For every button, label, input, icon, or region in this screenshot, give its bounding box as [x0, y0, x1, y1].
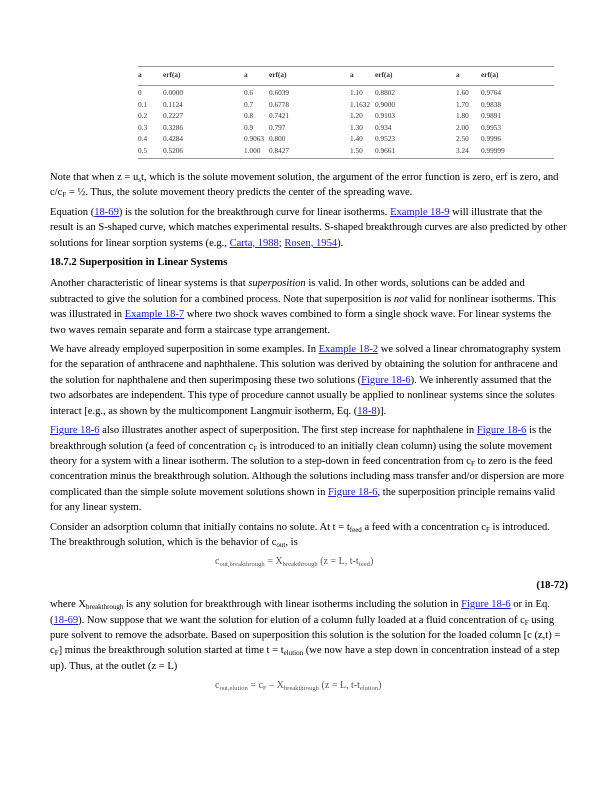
table-cell: 0.3286 [163, 122, 184, 132]
example-link[interactable]: Example 18-7 [124, 309, 185, 321]
table-cell: 1.20 [350, 111, 363, 121]
table-cell: 0.7421 [269, 111, 290, 121]
table-cell: 0.1124 [163, 99, 183, 109]
table-cell: 0.797 [269, 122, 286, 132]
table-cell: 1.50 [350, 144, 375, 159]
table-cell: 0.9 [244, 122, 254, 132]
table-cell: 0.9891 [481, 111, 502, 121]
table-cell: 0.3 [138, 122, 148, 132]
table-cell: 1.1632 [350, 99, 371, 109]
header-cell: a [138, 67, 163, 86]
table-cell: 0.800 [269, 134, 286, 144]
table-cell: 1.40 [350, 134, 363, 144]
table-row [138, 121, 554, 133]
section-heading: 18.7.2 Superposition in Linear Systems [50, 256, 228, 269]
table-cell: 0.9661 [375, 144, 456, 159]
table-cell: 3.24 [456, 144, 481, 159]
header-cell: erf(a) [375, 67, 456, 86]
equation-18-73: $c_{out,elution} = c_F - X_{breakthrough}$ (z = L, $t-t_{elution}$) [215, 680, 382, 693]
equation-number: (18-72) [536, 579, 568, 591]
example-link[interactable]: Example 18-2 [318, 344, 379, 356]
paragraph: Note that when $z = u_st$, which is the solute movement solution, the argument of the error function is zero, erf is zero, and $c/c_F$ = ½. Thus, the solute movement theory predicts the center of the spreading wave. [50, 172, 559, 200]
figure-link[interactable]: Figure 18-6 [361, 374, 411, 386]
paragraph: Another characteristic of linear systems is that superposition is valid. In other words, solutions can be added and subtracted to give the solution for a combined process. Note that superposition is not valid for nonlinear isotherms. This was illustrated in Example 18-7 where two shock waves combined to form a single shock wave. For linear systems the two waves remain separate and form a staircase type arrangement. [50, 278, 556, 336]
table-cell: 0.0000 [163, 88, 184, 97]
paragraph: where $X_{breakthrough}$ is any solution for breakthrough with linear isotherms including the solution in Figure 18-6 or in Eq. (18-69). Now suppose that we want the solution for elution of a column fully loaded at a fluid concentration of $c_F$ using pure solvent to remove the adsorbate. Based on superposition this solution is the solution for the loaded column [c $(z,t) = c_F$] minus the breakthrough solution started at time $t = t_{elution}$ (we now have a step down in concentration instead of a step up). Thus, at the outlet (z = L) [50, 599, 561, 672]
table-cell: 0.1 [138, 99, 148, 109]
paragraph: We have already employed superposition in some examples. In Example 18-2 we solved a linear chromatography system for the separation of anthracene and naphthalene. This solution was derived by obtaining the solution for anthracene and the solution for naphthalene and then superimposing these two solutions (Figure 18-6). We inherently assumed that the two adsorbates are independent. This type of procedure cannot usually be applied to nonlinear systems since the solutes interact [e.g., as shown by the multicomponent Langmuir isotherm, Eq. (18-8)]. [50, 344, 561, 417]
table-cell: 0.9764 [481, 88, 502, 97]
reference-link[interactable]: Carta, 1988 [229, 237, 279, 249]
figure-link[interactable]: Figure 18-6 [476, 425, 527, 437]
table-cell: 0.8427 [269, 144, 350, 159]
table-cell: 0.9523 [375, 134, 396, 144]
erf-table [138, 66, 554, 159]
table-cell: 0.9838 [481, 99, 502, 109]
paragraph: Figure 18-6 also illustrates another aspect of superposition. The first step increase for naphthalene in Figure 18-6 is the breakthrough solution (a feed of concentration $c_F$ is introduced to an initially clean column) using the solute movement theory for a system with a linear isotherm. The solution to a step-down in feed concentration from $c_F$ to zero is the feed concentration minus the breakthrough solution. Although the solutions including mass transfer and/or dispersion are more complicated than the simple solute movement solutions shown in Figure 18-6, the superposition principle remains valid for any linear system. [50, 425, 565, 514]
table-cell: 1.10 [350, 88, 363, 97]
figure-link[interactable]: Figure 18-6 [50, 425, 100, 437]
table-cell: 1.80 [456, 111, 469, 121]
header-cell: a [456, 67, 481, 86]
table-cell: 0.6039 [269, 88, 290, 97]
table-cell: 1.60 [456, 88, 469, 97]
equation-18-72: $c_{out,breakthrough} = X_{breakthrough}$ (z = L, $t-t_{feed}$) [215, 556, 374, 569]
table-cell: 0.6778 [269, 99, 290, 109]
table-cell: 0.9953 [481, 122, 502, 132]
table-row [138, 98, 554, 110]
header-cell: erf(a) [481, 67, 554, 86]
table-cell: 0.99999 [481, 144, 554, 159]
table-cell: 0.2 [138, 111, 148, 121]
table-cell: 0.5 [138, 144, 163, 159]
table-row [138, 109, 554, 121]
table-cell: 0.9996 [481, 134, 502, 144]
table-cell: 2.50 [456, 134, 469, 144]
table-row [138, 144, 554, 159]
figure-link[interactable]: Figure 18-6 [328, 486, 378, 498]
table-cell: 0.9063 [244, 134, 265, 144]
table-cell: 2.00 [456, 122, 469, 132]
table-row [138, 86, 554, 98]
example-link[interactable]: Example 18-9 [390, 206, 450, 218]
header-cell: erf(a) [163, 67, 244, 86]
table-cell: 0.4 [138, 134, 148, 144]
table-row [138, 132, 554, 144]
equation-link[interactable]: 18-8 [357, 405, 377, 417]
header-cell: a [244, 67, 269, 86]
table-cell: 0 [138, 88, 142, 97]
equation-link[interactable]: 18-69 [94, 206, 119, 218]
table-cell: 0.9000 [375, 99, 396, 109]
table-cell: 0.7 [244, 99, 254, 109]
reference-link[interactable]: Rosen, 1954 [284, 237, 338, 249]
paragraph: Equation (18-69) is the solution for the breakthrough curve for linear isotherms. Example 18-9 will illustrate that the result is an S-shaped curve, which matches experimental results. S-shaped breakthrough curves are also predicted by other solutions for linear sorption systems (e.g., Carta, 1988; Rosen, 1954). [50, 206, 567, 249]
table-cell: 1.70 [456, 99, 469, 109]
table-cell: 0.934 [375, 122, 392, 132]
table-cell: 0.6 [244, 88, 254, 97]
table-cell: 1.30 [350, 122, 363, 132]
table-cell: 0.2227 [163, 111, 184, 121]
header-cell: a [350, 67, 375, 86]
table-cell: 0.8802 [375, 88, 396, 97]
table-cell: 0.8 [244, 111, 254, 121]
table-cell: 0.9103 [375, 111, 396, 121]
table-cell: 0.5206 [163, 144, 244, 159]
table-cell: 1.000 [244, 144, 269, 159]
table-cell: 0.4284 [163, 134, 184, 144]
header-cell: erf(a) [269, 67, 350, 86]
erf-table-header [138, 67, 554, 86]
figure-link[interactable]: Figure 18-6 [461, 599, 511, 611]
body-text [50, 170, 568, 694]
paragraph: Consider an adsorption column that initially contains no solute. At $t = t_{feed}$ a feed with a concentration $c_F$ is introduced. The breakthrough solution, which is the behavior of $c_{out}$, is [50, 521, 550, 549]
equation-link[interactable]: 18-69 [53, 614, 79, 626]
